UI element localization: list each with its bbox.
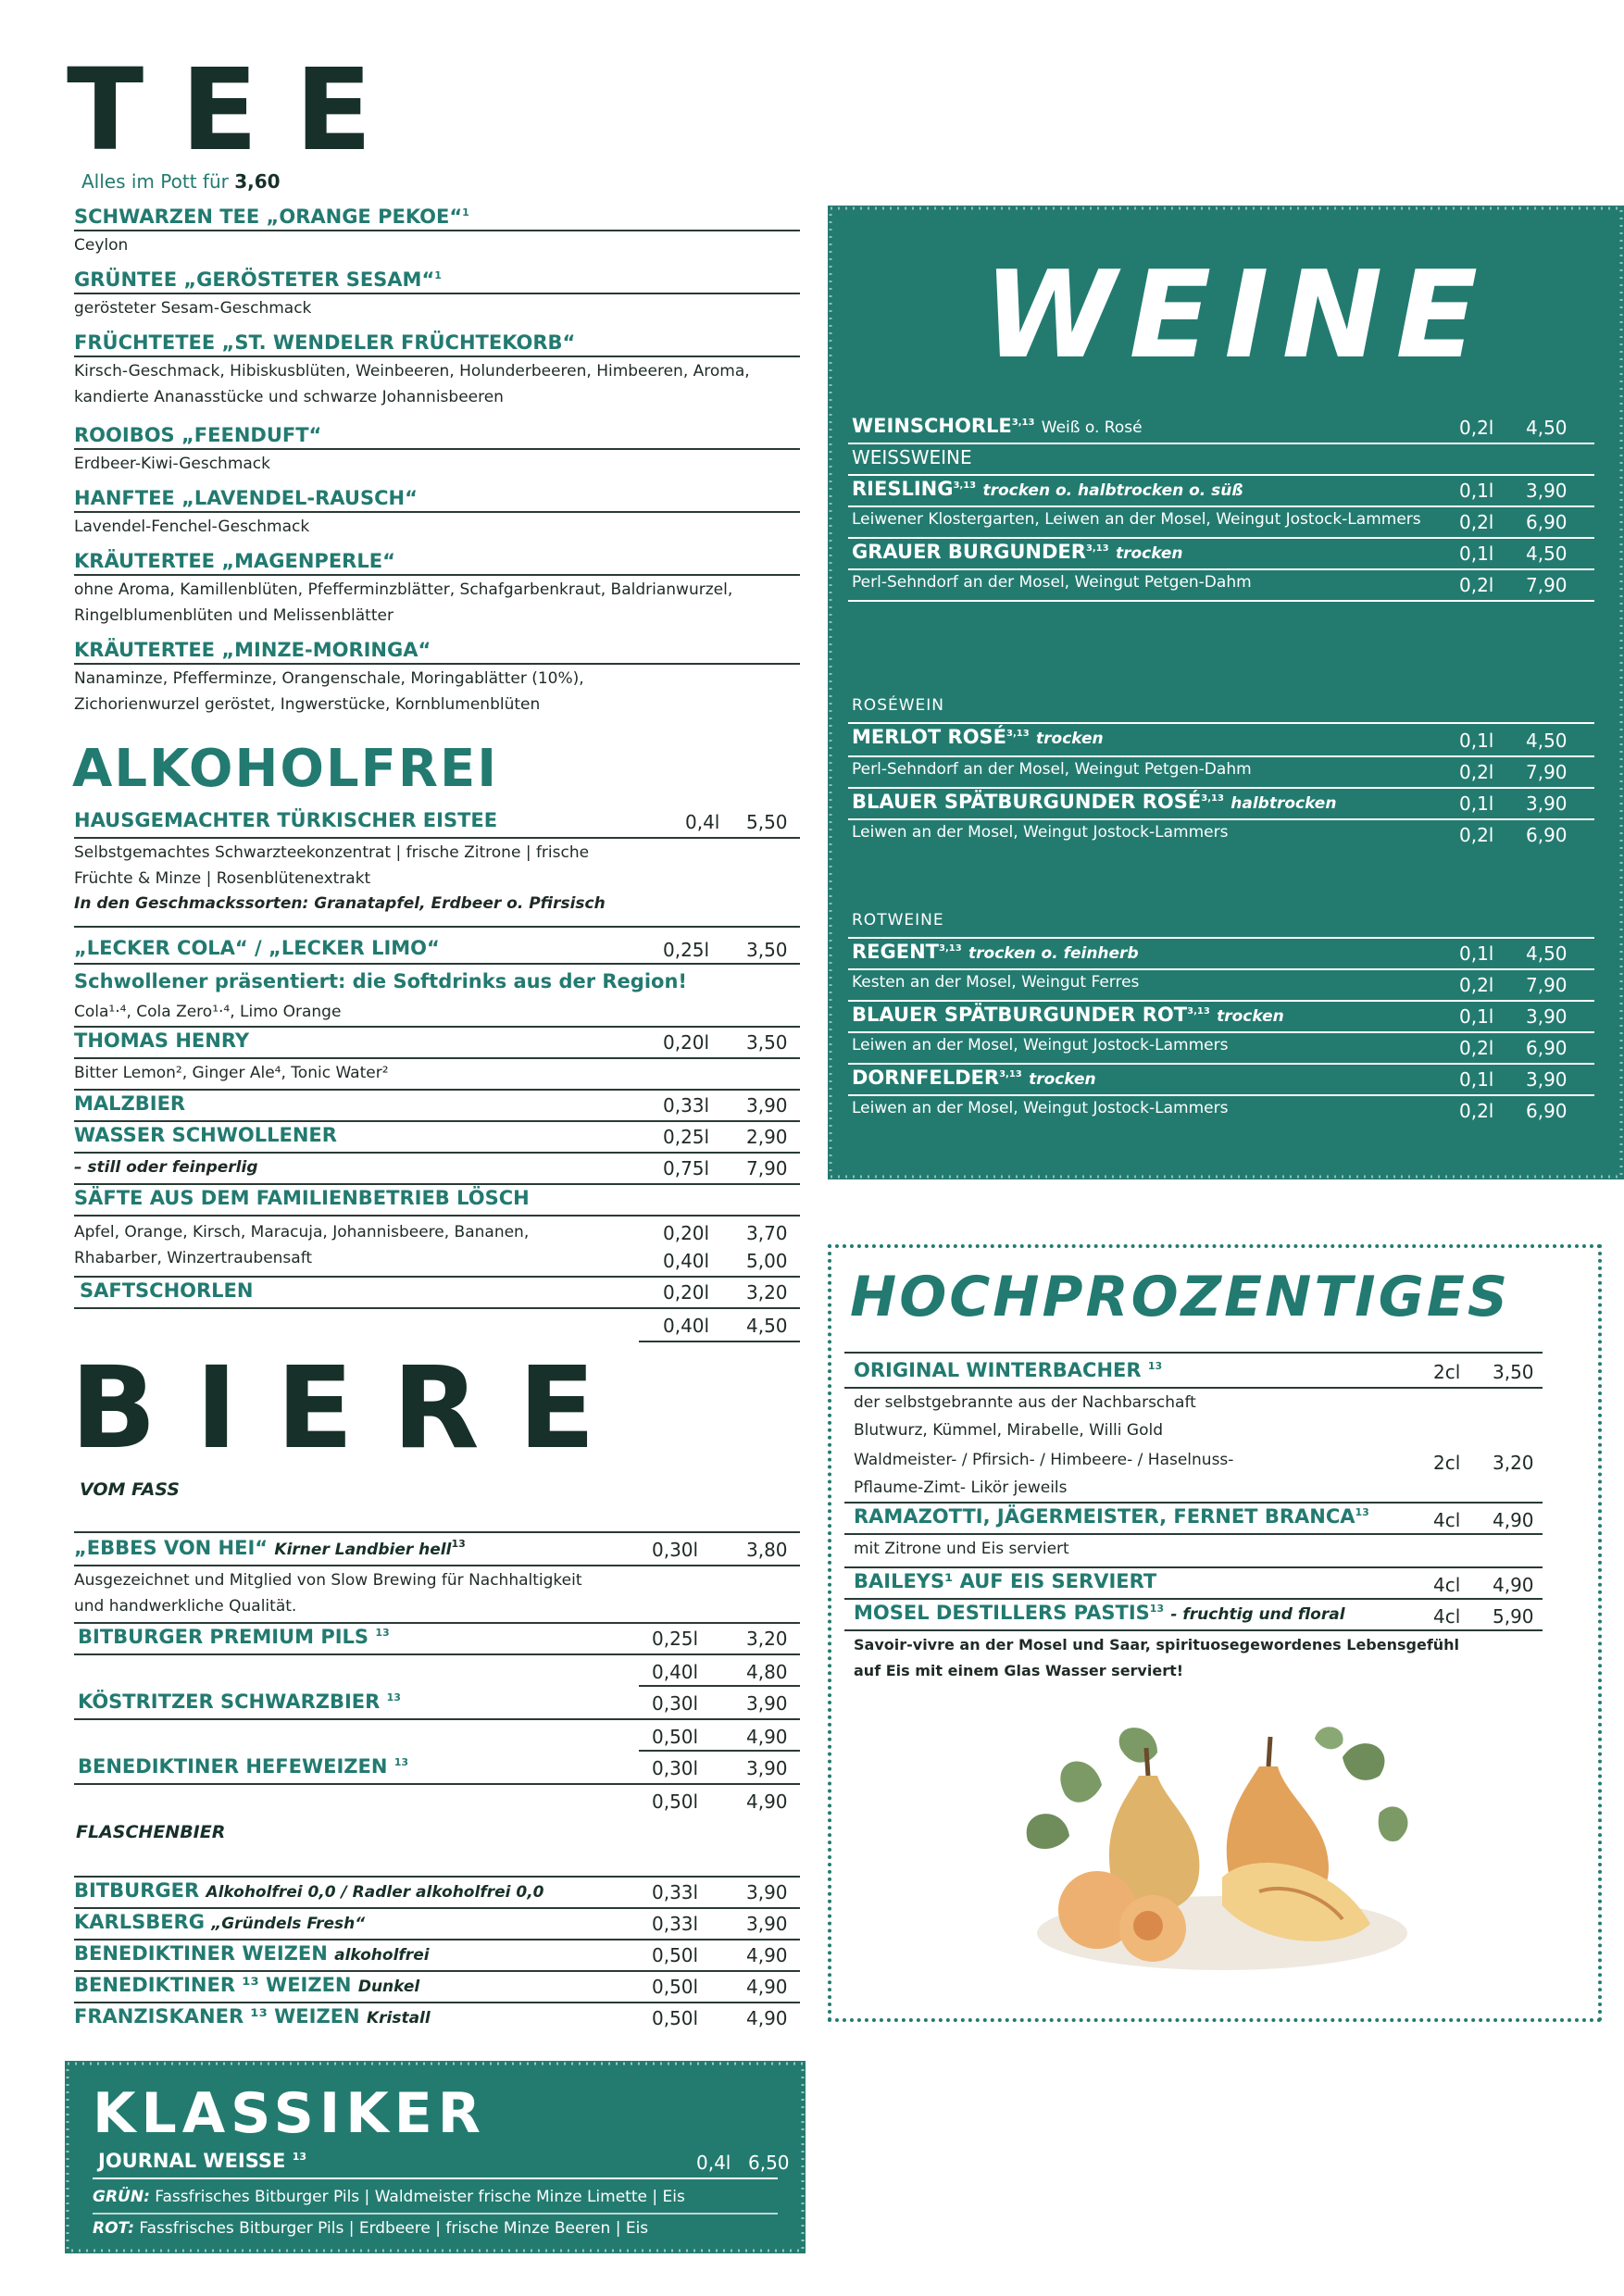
tee-list bbox=[74, 206, 800, 728]
vom-fass-label: VOM FASS bbox=[80, 1479, 180, 1500]
benediktiner-size-2: 0,50l bbox=[652, 1791, 699, 1813]
winterbacher-price-2: 3,20 bbox=[1493, 1452, 1534, 1474]
tee-subtitle-text: Alles im Pott für bbox=[81, 170, 229, 193]
tee-item-desc: Zichorienwurzel geröstet, Ingwerstücke, Kornblumenblüten bbox=[74, 695, 541, 714]
divider bbox=[74, 1183, 800, 1185]
tee-item-name: ROOIBOS „FEENDUFT“ bbox=[74, 424, 322, 446]
divider bbox=[74, 1215, 800, 1217]
wasser-price-2: 7,90 bbox=[746, 1157, 788, 1179]
tee-item-desc: Ringelblumenblüten und Melissenblätter bbox=[74, 606, 394, 625]
bitburger-price-2: 4,80 bbox=[746, 1661, 788, 1683]
tee-item-desc: Kirsch-Geschmack, Hibiskusblüten, Weinbeeren, Holunderbeeren, Himbeeren, Aroma, bbox=[74, 362, 750, 381]
tee-item-desc: Ceylon bbox=[74, 236, 129, 255]
tee-item-name: HANFTEE „LAVENDEL-RAUSCH“ bbox=[74, 487, 418, 509]
divider bbox=[74, 1718, 800, 1720]
thomas-henry-price: 3,50 bbox=[746, 1031, 788, 1054]
schwollen-desc: Cola¹·⁴, Cola Zero¹·⁴, Limo Orange bbox=[74, 1003, 342, 1021]
ramazotti-size: 4cl bbox=[1433, 1509, 1461, 1531]
flaschen-item: BENEDIKTINER ¹³ WEIZEN Dunkel bbox=[74, 1974, 420, 1996]
spaet-rot-desc: Leiwen an der Mosel, Weingut Jostock-Lammers bbox=[852, 1036, 1229, 1054]
divider bbox=[74, 1622, 800, 1624]
winterbacher-desc: der selbstgebrannte aus der Nachbarschaft bbox=[854, 1393, 1196, 1412]
grauer-size-2: 0,2l bbox=[1459, 574, 1494, 596]
grauer-size: 0,1l bbox=[1459, 543, 1494, 565]
tee-item-desc: Erdbeer-Kiwi-Geschmack bbox=[74, 455, 271, 473]
riesling-size-2: 0,2l bbox=[1459, 511, 1494, 533]
spaet-rot-size: 0,1l bbox=[1459, 1005, 1494, 1028]
malzbier-name: MALZBIER bbox=[74, 1092, 186, 1115]
koestritzer-price-2: 4,90 bbox=[746, 1726, 788, 1748]
riesling-desc: Leiwener Klostergarten, Leiwen an der Mosel, Weingut Jostock-Lammers bbox=[852, 510, 1421, 529]
thomas-henry-name: THOMAS HENRY bbox=[74, 1029, 250, 1052]
divider bbox=[74, 1653, 800, 1655]
divider bbox=[74, 1531, 800, 1533]
malzbier-price: 3,90 bbox=[746, 1094, 788, 1117]
flaschen-item: KARLSBERG „Gründels Fresh“ bbox=[74, 1911, 366, 1933]
pastis-price: 5,90 bbox=[1493, 1605, 1534, 1628]
winterbacher-desc: Blutwurz, Kümmel, Mirabelle, Willi Gold bbox=[854, 1421, 1163, 1440]
divider bbox=[74, 1120, 800, 1122]
ebbes-desc: und handwerkliche Qualität. bbox=[74, 1597, 297, 1616]
ramazotti-desc: mit Zitrone und Eis serviert bbox=[854, 1540, 1069, 1558]
benediktiner-size: 0,30l bbox=[652, 1757, 699, 1779]
divider bbox=[74, 1783, 800, 1785]
tee-item bbox=[74, 331, 800, 424]
grauer-burgunder-name: GRAUER BURGUNDER$^{3,13}$ trocken bbox=[852, 541, 1183, 563]
klassiker-panel bbox=[65, 2061, 806, 2253]
saefte-name: SÄFTE AUS DEM FAMILIENBETRIEB LÖSCH bbox=[74, 1187, 530, 1209]
winterbacher-desc: Pflaume-Zimt- Likör jeweils bbox=[854, 1479, 1068, 1497]
merlot-price: 4,50 bbox=[1526, 730, 1568, 752]
benediktiner-hefeweizen-name: BENEDIKTINER HEFEWEIZEN $^{13}$ bbox=[78, 1755, 409, 1778]
tee-item-name: GRÜNTEE „GERÖSTETER SESAM“$^1$ bbox=[74, 268, 442, 291]
weinschorle-name: WEINSCHORLE$^{3,13}$ Weiß o. Rosé bbox=[852, 415, 1143, 437]
saefte-desc: Rhabarber, Winzertraubensaft bbox=[74, 1249, 313, 1267]
flaschen-size: 0,50l bbox=[652, 1944, 699, 1966]
weine-title: WEINE bbox=[983, 244, 1492, 385]
bitburger-price: 3,20 bbox=[746, 1628, 788, 1650]
koestritzer-size: 0,30l bbox=[652, 1692, 699, 1715]
divider bbox=[844, 1598, 1543, 1600]
grauer-price-2: 7,90 bbox=[1526, 574, 1568, 596]
pastis-size: 4cl bbox=[1433, 1605, 1461, 1628]
divider bbox=[74, 2002, 800, 2003]
flaschen-price: 4,90 bbox=[746, 1976, 788, 1998]
divider bbox=[848, 937, 1594, 939]
divider bbox=[848, 537, 1594, 539]
dornfelder-name: DORNFELDER$^{3,13}$ trocken bbox=[852, 1067, 1096, 1089]
spaetburgunder-rot-name: BLAUER SPÄTBURGUNDER ROT$^{3,13}$ trocken bbox=[852, 1004, 1284, 1026]
regent-size-2: 0,2l bbox=[1459, 974, 1494, 996]
tee-item bbox=[74, 639, 800, 728]
flaschen-size: 0,50l bbox=[652, 2007, 699, 2029]
flaschen-price: 4,90 bbox=[746, 1944, 788, 1966]
riesling-name: RIESLING$^{3,13}$ trocken o. halbtrocken o. süß bbox=[852, 478, 1243, 500]
wasser-price: 2,90 bbox=[746, 1126, 788, 1148]
weissweine-label: WEISSWEINE bbox=[852, 446, 972, 468]
dornfelder-price-2: 6,90 bbox=[1526, 1100, 1568, 1122]
merlot-size-2: 0,2l bbox=[1459, 761, 1494, 783]
divider bbox=[848, 600, 1594, 602]
bitburger-size-2: 0,40l bbox=[652, 1661, 699, 1683]
tee-item-desc: gerösteter Sesam-Geschmack bbox=[74, 299, 312, 318]
bitburger-size: 0,25l bbox=[652, 1628, 699, 1650]
tee-item-desc: Nanaminze, Pfefferminze, Orangenschale, Moringablätter (10%), bbox=[74, 669, 584, 688]
biere-title: BIERE bbox=[70, 1342, 635, 1474]
wasser-name: WASSER SCHWOLLENER bbox=[74, 1124, 337, 1146]
tee-item-name: SCHWARZEN TEE „ORANGE PEKOE“$^1$ bbox=[74, 206, 469, 228]
ebbes-price: 3,80 bbox=[746, 1539, 788, 1561]
fruit-illustration bbox=[1009, 1720, 1417, 1979]
rotweine-label: ROTWEINE bbox=[852, 911, 944, 930]
pastis-desc: Savoir-vivre an der Mosel und Saar, spirituosegewordenes Lebensgefühl bbox=[854, 1636, 1460, 1653]
ebbes-desc: Ausgezeichnet und Mitglied von Slow Brewing für Nachhaltigkeit bbox=[74, 1571, 582, 1590]
flaschen-size: 0,33l bbox=[652, 1881, 699, 1903]
weine-panel bbox=[828, 206, 1624, 1179]
divider bbox=[639, 1685, 800, 1687]
tee-item-desc: ohne Aroma, Kamillenblüten, Pfefferminzblätter, Schafgarbenkraut, Baldrianwurzel, bbox=[74, 580, 733, 599]
riesling-price: 3,90 bbox=[1526, 480, 1568, 502]
baileys-name: BAILEYS¹ AUF EIS SERVIERT bbox=[854, 1570, 1157, 1592]
saefte-desc: Apfel, Orange, Kirsch, Maracuja, Johannisbeere, Bananen, bbox=[74, 1223, 530, 1242]
divider bbox=[74, 1026, 800, 1028]
saefte-price: 3,70 bbox=[746, 1222, 788, 1244]
eistee-desc: Früchte & Minze | Rosenblütenextrakt bbox=[74, 869, 371, 888]
saftschorlen-size-2: 0,40l bbox=[663, 1315, 710, 1337]
flaschen-price: 4,90 bbox=[746, 2007, 788, 2029]
winterbacher-size: 2cl bbox=[1433, 1361, 1461, 1383]
divider bbox=[74, 926, 800, 928]
divider bbox=[639, 1750, 800, 1752]
flaschen-item: BITBURGER Alkoholfrei 0,0 / Radler alkoholfrei 0,0 bbox=[74, 1879, 544, 1902]
gruen-variant: GRÜN: Fassfrisches Bitburger Pils | Waldmeister frische Minze Limette | Eis bbox=[93, 2188, 685, 2206]
divider bbox=[844, 1352, 1543, 1354]
cola-price: 3,50 bbox=[746, 939, 788, 961]
tee-item bbox=[74, 268, 800, 331]
pastis-name: MOSEL DESTILLERS PASTIS$^{13}$ - fruchtig und floral bbox=[854, 1602, 1345, 1624]
merlot-price-2: 7,90 bbox=[1526, 761, 1568, 783]
divider bbox=[74, 1307, 800, 1309]
tee-item-name: KRÄUTERTEE „MAGENPERLE“ bbox=[74, 550, 395, 572]
wasser-size-2: 0,75l bbox=[663, 1157, 710, 1179]
merlot-desc: Perl-Sehndorf an der Mosel, Weingut Petgen-Dahm bbox=[852, 760, 1252, 779]
baileys-size: 4cl bbox=[1433, 1574, 1461, 1596]
bitburger-pils-name: BITBURGER PREMIUM PILS $^{13}$ bbox=[78, 1626, 390, 1648]
flaschen-size: 0,33l bbox=[652, 1913, 699, 1935]
divider bbox=[74, 1907, 800, 1909]
divider bbox=[848, 443, 1594, 444]
spaet-rose-size: 0,1l bbox=[1459, 792, 1494, 815]
tee-title: TEE bbox=[67, 44, 409, 176]
tee-subtitle bbox=[81, 170, 281, 193]
divider bbox=[74, 1939, 800, 1940]
spaet-rot-size-2: 0,2l bbox=[1459, 1037, 1494, 1059]
tee-item-name: FRÜCHTETEE „ST. WENDELER FRÜCHTEKORB“ bbox=[74, 331, 576, 354]
spaet-rose-price: 3,90 bbox=[1526, 792, 1568, 815]
tee-item-desc: Lavendel-Fenchel-Geschmack bbox=[74, 518, 310, 536]
grauer-price: 4,50 bbox=[1526, 543, 1568, 565]
spaet-rot-price-2: 6,90 bbox=[1526, 1037, 1568, 1059]
koestritzer-name: KÖSTRITZER SCHWARZBIER $^{13}$ bbox=[78, 1691, 401, 1713]
winterbacher-desc: Waldmeister- / Pfirsich- / Himbeere- / Haselnuss- bbox=[854, 1451, 1234, 1469]
flaschen-size: 0,50l bbox=[652, 1976, 699, 1998]
spaet-rose-size-2: 0,2l bbox=[1459, 824, 1494, 846]
pastis-desc: auf Eis mit einem Glas Wasser serviert! bbox=[854, 1662, 1184, 1679]
tee-item-desc: kandierte Ananasstücke und schwarze Johannisbeeren bbox=[74, 388, 504, 406]
ramazotti-price: 4,90 bbox=[1493, 1509, 1534, 1531]
divider bbox=[93, 2177, 778, 2179]
alkoholfrei-title: ALKOHOLFREI bbox=[72, 739, 499, 799]
eistee-flavors: In den Geschmackssorten: Granatapfel, Erdbeer o. Pfirsisch bbox=[74, 894, 606, 913]
spaet-rose-price-2: 6,90 bbox=[1526, 824, 1568, 846]
flaschen-item: FRANZISKANER ¹³ WEIZEN Kristall bbox=[74, 2005, 431, 2028]
flaschenbier-label: FLASCHENBIER bbox=[76, 1822, 226, 1842]
saftschorlen-price: 3,20 bbox=[746, 1281, 788, 1304]
hochprozentiges-title: HOCHPROZENTIGES bbox=[850, 1265, 1511, 1329]
koestritzer-size-2: 0,50l bbox=[652, 1726, 699, 1748]
riesling-price-2: 6,90 bbox=[1526, 511, 1568, 533]
saefte-price-2: 5,00 bbox=[746, 1250, 788, 1272]
regent-name: REGENT$^{3,13}$ trocken o. feinherb bbox=[852, 941, 1139, 963]
saftschorlen-name: SAFTSCHORLEN bbox=[80, 1279, 254, 1302]
wasser-desc: – still oder feinperlig bbox=[74, 1158, 258, 1177]
saefte-size: 0,20l bbox=[663, 1222, 710, 1244]
flaschen-item: BENEDIKTINER WEIZEN alkoholfrei bbox=[74, 1942, 430, 1965]
divider bbox=[848, 1000, 1594, 1002]
klassiker-title: KLASSIKER bbox=[93, 2081, 486, 2146]
saftschorlen-price-2: 4,50 bbox=[746, 1315, 788, 1337]
tee-item bbox=[74, 487, 800, 550]
riesling-size: 0,1l bbox=[1459, 480, 1494, 502]
journal-weisse-price: 6,50 bbox=[748, 2152, 790, 2174]
divider bbox=[844, 1566, 1543, 1568]
koestritzer-price: 3,90 bbox=[746, 1692, 788, 1715]
journal-weisse-size: 0,4l bbox=[696, 2152, 731, 2174]
dornfelder-desc: Leiwen an der Mosel, Weingut Jostock-Lammers bbox=[852, 1099, 1229, 1117]
wasser-size: 0,25l bbox=[663, 1126, 710, 1148]
divider bbox=[844, 1502, 1543, 1504]
flaschen-price: 3,90 bbox=[746, 1881, 788, 1903]
cola-name: „LECKER COLA“ / „LECKER LIMO“ bbox=[74, 937, 440, 959]
thomas-henry-desc: Bitter Lemon², Ginger Ale⁴, Tonic Water² bbox=[74, 1064, 389, 1082]
tee-item-name: KRÄUTERTEE „MINZE-MORINGA“ bbox=[74, 639, 431, 661]
spaetburgunder-rose-name: BLAUER SPÄTBURGUNDER ROSÉ$^{3,13}$ halbtrocken bbox=[852, 791, 1337, 813]
weinschorle-size: 0,2l bbox=[1459, 417, 1494, 439]
thomas-henry-size: 0,20l bbox=[663, 1031, 710, 1054]
tee-item bbox=[74, 424, 800, 487]
grauer-desc: Perl-Sehndorf an der Mosel, Weingut Petgen-Dahm bbox=[852, 573, 1252, 592]
regent-price-2: 7,90 bbox=[1526, 974, 1568, 996]
eistee-size: 0,4l bbox=[685, 811, 720, 833]
divider bbox=[74, 1089, 800, 1091]
divider bbox=[74, 1876, 800, 1878]
winterbacher-name: ORIGINAL WINTERBACHER $^{13}$ bbox=[854, 1359, 1163, 1381]
eistee-price: 5,50 bbox=[746, 811, 788, 833]
rosewein-label: ROSÉWEIN bbox=[852, 696, 945, 715]
merlot-rose-name: MERLOT ROSÉ$^{3,13}$ trocken bbox=[852, 726, 1104, 748]
schwollen-heading: Schwollener präsentiert: die Softdrinks aus der Region! bbox=[74, 970, 687, 992]
dornfelder-size-2: 0,2l bbox=[1459, 1100, 1494, 1122]
rot-variant: ROT: Fassfrisches Bitburger Pils | Erdbeere | frische Minze Beeren | Eis bbox=[93, 2219, 649, 2238]
merlot-size: 0,1l bbox=[1459, 730, 1494, 752]
divider bbox=[848, 474, 1594, 476]
regent-size: 0,1l bbox=[1459, 942, 1494, 965]
spaet-rot-price: 3,90 bbox=[1526, 1005, 1568, 1028]
saftschorlen-size: 0,20l bbox=[663, 1281, 710, 1304]
eistee-name: HAUSGEMACHTER TÜRKISCHER EISTEE bbox=[74, 809, 498, 831]
malzbier-size: 0,33l bbox=[663, 1094, 710, 1117]
dornfelder-price: 3,90 bbox=[1526, 1068, 1568, 1091]
divider bbox=[74, 963, 800, 965]
divider bbox=[74, 1970, 800, 1972]
divider bbox=[848, 722, 1594, 724]
ebbes-name: „EBBES VON HEI“ Kirner Landbier hell$^{13}$ bbox=[74, 1537, 466, 1559]
baileys-price: 4,90 bbox=[1493, 1574, 1534, 1596]
saefte-size-2: 0,40l bbox=[663, 1250, 710, 1272]
benediktiner-price: 3,90 bbox=[746, 1757, 788, 1779]
spaet-rose-desc: Leiwen an der Mosel, Weingut Jostock-Lammers bbox=[852, 823, 1229, 842]
winterbacher-price: 3,50 bbox=[1493, 1361, 1534, 1383]
tee-price: 3,60 bbox=[234, 170, 281, 193]
divider bbox=[74, 1276, 800, 1278]
divider bbox=[848, 787, 1594, 789]
ebbes-size: 0,30l bbox=[652, 1539, 699, 1561]
benediktiner-price-2: 4,90 bbox=[746, 1791, 788, 1813]
regent-price: 4,50 bbox=[1526, 942, 1568, 965]
cola-size: 0,25l bbox=[663, 939, 710, 961]
divider bbox=[848, 1063, 1594, 1065]
eistee-desc: Selbstgemachtes Schwarzteekonzentrat | frische Zitrone | frische bbox=[74, 843, 590, 862]
winterbacher-size-2: 2cl bbox=[1433, 1452, 1461, 1474]
tee-item bbox=[74, 206, 800, 268]
divider bbox=[639, 1341, 800, 1342]
journal-weisse-name: JOURNAL WEISSE $^{13}$ bbox=[98, 2150, 307, 2172]
regent-desc: Kesten an der Mosel, Weingut Ferres bbox=[852, 973, 1140, 992]
ramazotti-name: RAMAZOTTI, JÄGERMEISTER, FERNET BRANCA$^{13}$ bbox=[854, 1505, 1369, 1528]
flaschen-price: 3,90 bbox=[746, 1913, 788, 1935]
tee-item bbox=[74, 550, 800, 639]
weinschorle-price: 4,50 bbox=[1526, 417, 1568, 439]
dornfelder-size: 0,1l bbox=[1459, 1068, 1494, 1091]
